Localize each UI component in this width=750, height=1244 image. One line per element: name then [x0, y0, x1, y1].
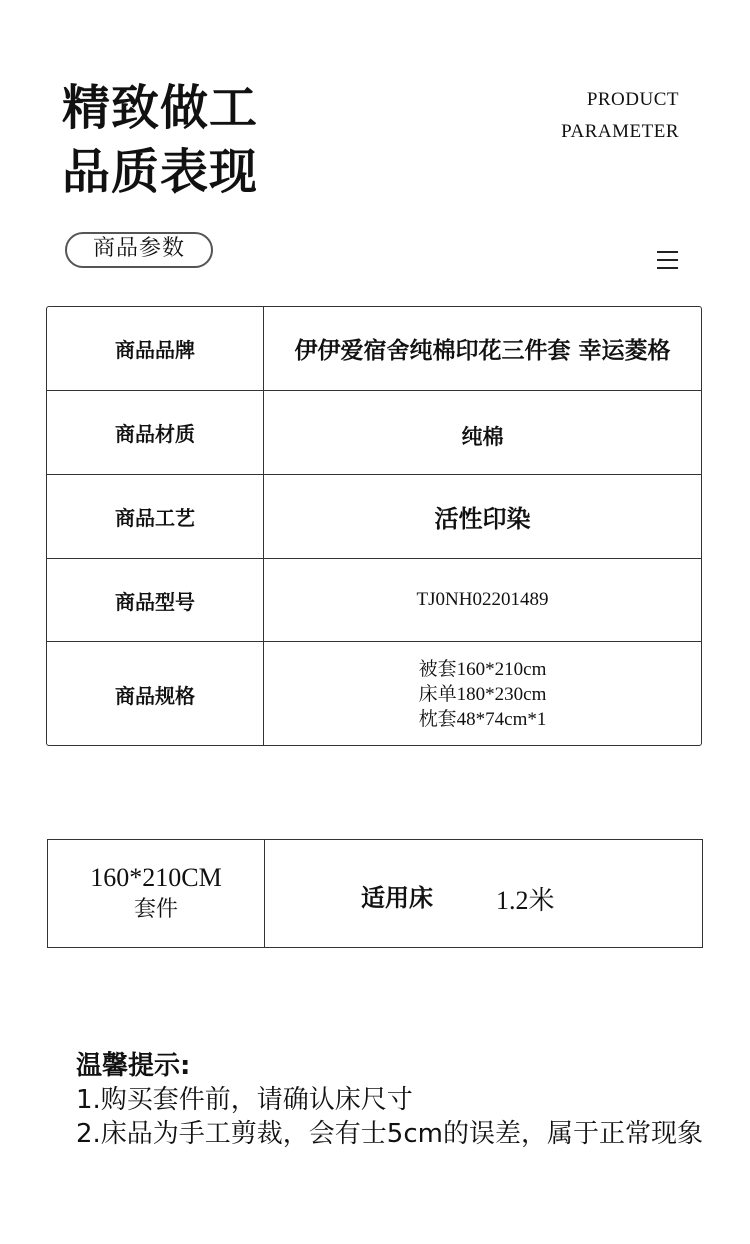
size-spec-type: 套件 [133, 896, 178, 922]
size-table [47, 839, 703, 948]
value-line: 纯棉 [461, 423, 504, 449]
row-value [264, 391, 701, 474]
row-label: 商品材质 [47, 391, 264, 474]
bed-size-label: 适用床 [361, 883, 433, 912]
tip-line-2: 2.床品为手工剪裁，会有士5cm的误差，属于正常现象 [76, 1119, 703, 1149]
parameter-table [46, 306, 702, 746]
row-label: 商品型号 [47, 559, 264, 641]
table-row [47, 391, 701, 475]
page-title-line-1: 精致做工 [62, 80, 259, 136]
size-spec-cell [48, 840, 265, 947]
row-label: 商品品牌 [47, 307, 264, 390]
tip-line-1: 1.购买套件前，请确认床尺寸 [76, 1085, 413, 1115]
row-value [264, 307, 701, 390]
value-line: 活性印染 [434, 504, 531, 533]
value-line: 床单180*230cm [418, 683, 547, 705]
table-row [47, 307, 701, 391]
size-spec-dimensions: 160*210CM [90, 862, 222, 892]
row-value [264, 475, 701, 558]
tips-title: 温馨提示: [76, 1051, 191, 1081]
value-line: 伊伊爱宿舍纯棉印花三件套 幸运菱格 [294, 337, 671, 364]
table-row [47, 475, 701, 559]
section-badge: 商品参数 [65, 232, 213, 268]
menu-icon[interactable] [657, 251, 678, 269]
row-value [264, 559, 701, 641]
row-label: 商品规格 [47, 642, 264, 746]
bed-size-value: 1.2米 [496, 886, 555, 915]
table-row [47, 642, 701, 746]
row-value [264, 642, 701, 746]
value-line: 枕套48*74cm*1 [418, 708, 547, 730]
english-title-line-1: PRODUCT [586, 89, 679, 110]
value-line: 被套160*210cm [418, 658, 547, 680]
page-title-line-2: 品质表现 [62, 144, 259, 200]
table-row [47, 559, 701, 642]
value-line: TJ0NH02201489 [416, 589, 549, 610]
row-label: 商品工艺 [47, 475, 264, 558]
english-title-line-2: PARAMETER [561, 121, 679, 142]
